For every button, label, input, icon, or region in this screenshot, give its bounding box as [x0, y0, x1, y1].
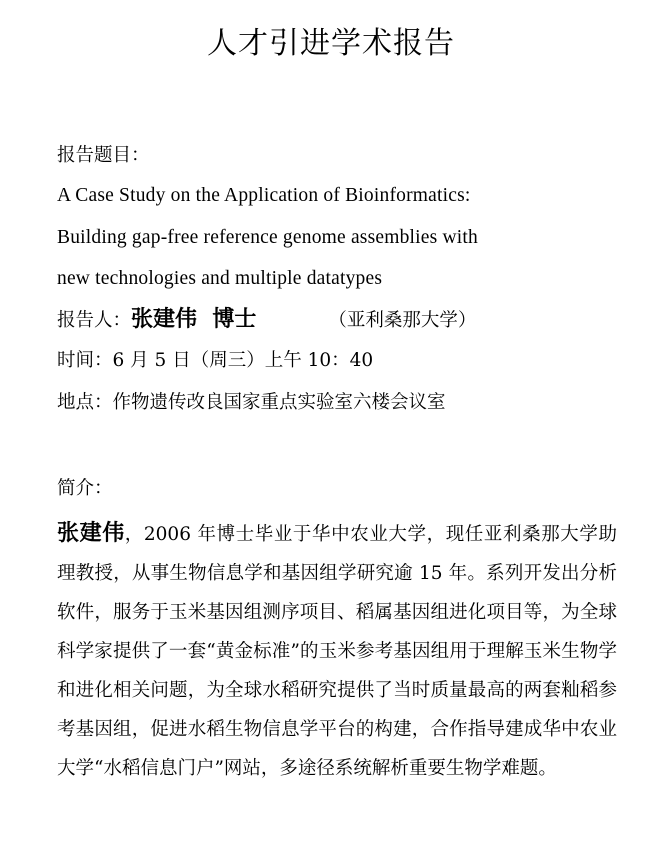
document-title: 人才引进学术报告 [207, 26, 455, 61]
intro-label: 简介： [57, 478, 113, 499]
topic-line-3: new technologies and multiple datatypes [57, 268, 383, 289]
time-value: 6 月 5 日（周三）上午 10：40 [112, 350, 374, 371]
topic-line-1: A Case Study on the Application of Bioinformatics: [57, 185, 471, 206]
speaker-affiliation: （亚利桑那大学） [328, 310, 477, 331]
place-value: 作物遗传改良国家重点实验室六楼会议室 [112, 392, 446, 413]
speaker-row [57, 307, 476, 334]
intro-paragraph [57, 514, 617, 788]
place-label: 地点： [57, 392, 113, 413]
place-row [57, 390, 446, 416]
time-label: 时间： [57, 350, 113, 371]
speaker-label: 报告人： [57, 310, 132, 331]
topic-label: 报告题目： [57, 145, 150, 166]
speaker-name: 张建伟 博士 [131, 307, 257, 332]
intro-name: 张建伟 [57, 521, 125, 546]
topic-line-2: Building gap-free reference genome assemblies with [57, 227, 478, 248]
intro-text: ，2006 年博士毕业于华中农业大学，现任亚利桑那大学助理教授，从事生物信息学和基因组学研究逾 15 年。系列开发出分析软件，服务于玉米基因组测序项目、稻属基因组进化项目等，为全球科学家提供了一套“黄金标准”的玉米参考基因组用于理解玉米生物学和进化相关问题，为全球水稻研究提供了当时质量最高的两套籼稻参考基因组，促进水稻生物信息学平台的构建，合作指导建成华中农业大学“水稻信息门户”网站，多途径系统解析重要生物学难题。 [57, 524, 617, 779]
time-row [57, 348, 373, 374]
